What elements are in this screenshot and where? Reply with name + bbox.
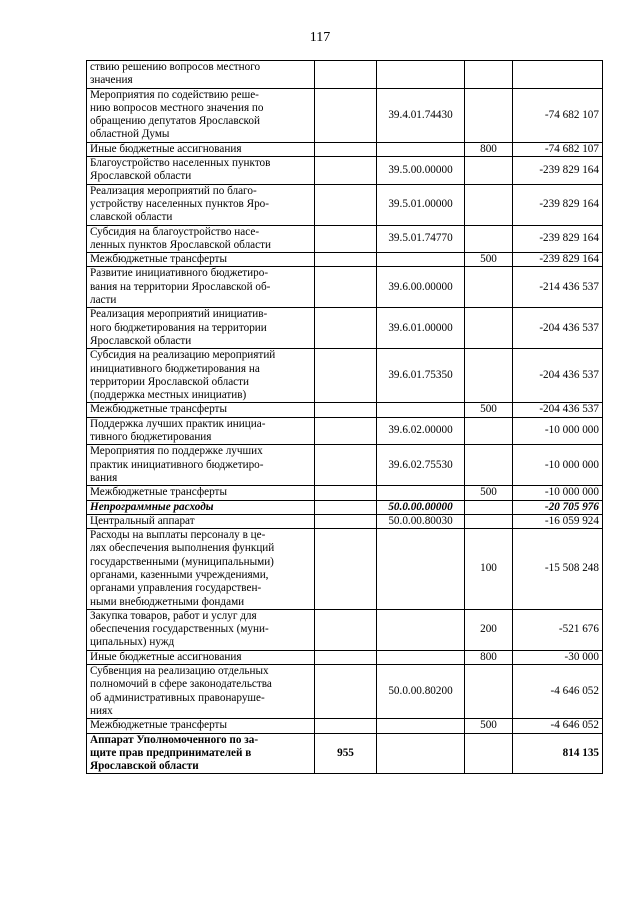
row-amount: -15 508 248 <box>513 529 603 610</box>
row-name <box>87 719 315 733</box>
row-department-code <box>315 417 377 445</box>
row-name-line: практик инициативного бюджетиро- <box>90 458 264 471</box>
row-department-code <box>315 609 377 650</box>
row-amount: 814 135 <box>513 733 603 774</box>
row-name-line: Ярославской области <box>90 170 192 183</box>
row-target-code: 39.5.00.00000 <box>377 157 465 185</box>
row-name <box>87 349 315 403</box>
row-name-line: Реализация мероприятий инициатив- <box>90 308 268 321</box>
row-name-line: Межбюджетные трансферты <box>90 486 227 499</box>
row-department-code <box>315 142 377 156</box>
row-name-line: Межбюджетные трансферты <box>90 253 227 266</box>
row-amount: -74 682 107 <box>513 142 603 156</box>
row-name-line: Субвенция на реализацию отдельных <box>90 665 269 678</box>
row-target-code: 50.0.00.00000 <box>377 500 465 514</box>
row-expense-type <box>465 88 513 142</box>
row-expense-type <box>465 514 513 528</box>
row-name <box>87 609 315 650</box>
row-amount: -239 829 164 <box>513 184 603 225</box>
row-name-line: Межбюджетные трансферты <box>90 403 227 416</box>
row-name-line: ниях <box>90 704 113 717</box>
row-expense-type: 500 <box>465 403 513 417</box>
row-amount: -204 436 537 <box>513 308 603 349</box>
table-row <box>87 349 603 403</box>
row-target-code <box>377 403 465 417</box>
row-name <box>87 403 315 417</box>
row-department-code <box>315 719 377 733</box>
row-amount: -10 000 000 <box>513 445 603 486</box>
row-name-line: щите прав предпринимателей в <box>90 746 252 759</box>
row-amount: -204 436 537 <box>513 403 603 417</box>
row-department-code <box>315 514 377 528</box>
table-row <box>87 142 603 156</box>
row-department-code <box>315 157 377 185</box>
row-name <box>87 486 315 500</box>
row-amount: -20 705 976 <box>513 500 603 514</box>
table-row <box>87 500 603 514</box>
row-name-line: вания <box>90 471 118 484</box>
row-name-line: Реализация мероприятий по благо- <box>90 184 257 197</box>
row-name <box>87 308 315 349</box>
row-expense-type: 500 <box>465 486 513 500</box>
row-target-code: 39.6.00.00000 <box>377 267 465 308</box>
row-name-line: значения <box>90 74 133 87</box>
row-expense-type: 500 <box>465 253 513 267</box>
table-row <box>87 88 603 142</box>
row-name-line: Иные бюджетные ассигнования <box>90 142 242 155</box>
row-name-line: Субсидия на благоустройство насе- <box>90 225 260 238</box>
row-target-code <box>377 61 465 89</box>
row-name-line: ствию решению вопросов местного <box>90 61 261 73</box>
row-target-code: 50.0.00.80200 <box>377 665 465 719</box>
row-name-line: Развитие инициативного бюджетиро- <box>90 267 269 280</box>
row-expense-type <box>465 445 513 486</box>
row-expense-type <box>465 157 513 185</box>
row-department-code <box>315 650 377 664</box>
row-expense-type <box>465 417 513 445</box>
row-amount <box>513 61 603 89</box>
row-department-code <box>315 184 377 225</box>
row-amount: -521 676 <box>513 609 603 650</box>
row-name-line: нию вопросов местного значения по <box>90 101 264 114</box>
row-expense-type <box>465 308 513 349</box>
row-expense-type <box>465 665 513 719</box>
row-expense-type: 200 <box>465 609 513 650</box>
table-row <box>87 719 603 733</box>
row-expense-type <box>465 500 513 514</box>
row-department-code <box>315 267 377 308</box>
row-name-line: Поддержка лучших практик инициа- <box>90 417 266 430</box>
row-amount: -4 646 052 <box>513 665 603 719</box>
row-name-line: Благоустройство населенных пунктов <box>90 157 271 170</box>
table-row <box>87 403 603 417</box>
table-row <box>87 184 603 225</box>
row-target-code: 50.0.00.80030 <box>377 514 465 528</box>
row-amount: -239 829 164 <box>513 253 603 267</box>
row-target-code: 39.6.01.75350 <box>377 349 465 403</box>
table-row <box>87 445 603 486</box>
row-department-code <box>315 403 377 417</box>
row-target-code: 39.5.01.74770 <box>377 225 465 253</box>
row-target-code: 39.6.02.00000 <box>377 417 465 445</box>
row-name-line: территории Ярославской области <box>90 375 249 388</box>
row-expense-type <box>465 349 513 403</box>
row-name <box>87 184 315 225</box>
row-expense-type: 800 <box>465 142 513 156</box>
row-target-code <box>377 719 465 733</box>
row-target-code <box>377 253 465 267</box>
row-amount: -239 829 164 <box>513 157 603 185</box>
row-name-line: ными внебюджетными фондами <box>90 595 245 608</box>
row-expense-type <box>465 61 513 89</box>
table-row <box>87 650 603 664</box>
row-target-code <box>377 142 465 156</box>
row-name <box>87 225 315 253</box>
row-department-code <box>315 88 377 142</box>
row-name-line: обращению депутатов Ярославской <box>90 115 260 128</box>
table-row <box>87 417 603 445</box>
row-name <box>87 733 315 774</box>
row-expense-type <box>465 733 513 774</box>
row-name-line: Ярославской области <box>90 334 192 347</box>
table-row <box>87 733 603 774</box>
row-name <box>87 88 315 142</box>
row-name-line: Аппарат Уполномоченного по за- <box>90 733 259 746</box>
table-row <box>87 514 603 528</box>
row-name-line: Закупка товаров, работ и услуг для <box>90 609 257 622</box>
row-name <box>87 514 315 528</box>
row-target-code <box>377 529 465 610</box>
row-name-line: обеспечения государственных (муни- <box>90 623 269 636</box>
row-name-line: славской области <box>90 211 173 224</box>
row-target-code: 39.6.02.75530 <box>377 445 465 486</box>
row-amount: -4 646 052 <box>513 719 603 733</box>
row-expense-type <box>465 267 513 308</box>
row-name-line: органами управления государствен- <box>90 582 262 595</box>
row-name <box>87 529 315 610</box>
row-amount: -239 829 164 <box>513 225 603 253</box>
row-amount: -16 059 924 <box>513 514 603 528</box>
row-department-code <box>315 308 377 349</box>
row-target-code <box>377 486 465 500</box>
row-name <box>87 253 315 267</box>
row-name <box>87 157 315 185</box>
row-name-line: ного бюджетирования на территории <box>90 321 267 334</box>
row-name-line: устройству населенных пунктов Яро- <box>90 197 269 210</box>
row-name-line: об административных правонаруше- <box>90 691 265 704</box>
table-row <box>87 308 603 349</box>
row-name <box>87 417 315 445</box>
row-amount: -204 436 537 <box>513 349 603 403</box>
row-name-line: Непрограммные расходы <box>90 500 214 513</box>
row-department-code <box>315 253 377 267</box>
row-amount: -30 000 <box>513 650 603 664</box>
row-name-line: лях обеспечения выполнения функций <box>90 542 275 555</box>
row-name-line: инициативного бюджетирования на <box>90 362 260 375</box>
row-name-line: Субсидия на реализацию мероприятий <box>90 349 276 362</box>
row-name-line: Расходы на выплаты персоналу в це- <box>90 529 266 542</box>
table-row <box>87 665 603 719</box>
row-name-line: областной Думы <box>90 128 170 141</box>
row-target-code <box>377 609 465 650</box>
row-name-line: ласти <box>90 294 117 307</box>
row-target-code <box>377 733 465 774</box>
row-department-code <box>315 500 377 514</box>
table-row <box>87 253 603 267</box>
row-expense-type: 500 <box>465 719 513 733</box>
row-name-line: тивного бюджетирования <box>90 431 212 444</box>
row-target-code: 39.4.01.74430 <box>377 88 465 142</box>
row-name-line: государственными (муниципальными) <box>90 555 274 568</box>
row-department-code <box>315 486 377 500</box>
row-expense-type: 100 <box>465 529 513 610</box>
row-name <box>87 267 315 308</box>
table-row <box>87 225 603 253</box>
row-amount: -74 682 107 <box>513 88 603 142</box>
row-name-line: (поддержка местных инициатив) <box>90 389 247 402</box>
row-name-line: Межбюджетные трансферты <box>90 719 227 732</box>
budget-table <box>86 60 603 774</box>
row-name-line: Ярославской области <box>90 760 199 773</box>
table-row <box>87 529 603 610</box>
row-name-line: вания на территории Ярославской об- <box>90 280 271 293</box>
row-name-line: Мероприятия по содействию реше- <box>90 88 259 101</box>
row-expense-type: 800 <box>465 650 513 664</box>
row-name-line: ципальных) нужд <box>90 636 175 649</box>
table-row <box>87 61 603 89</box>
row-target-code: 39.6.01.00000 <box>377 308 465 349</box>
row-name <box>87 142 315 156</box>
table-row <box>87 486 603 500</box>
row-amount: -10 000 000 <box>513 417 603 445</box>
row-name-line: полномочий в сфере законодательства <box>90 678 272 691</box>
row-department-code <box>315 665 377 719</box>
row-department-code <box>315 225 377 253</box>
row-target-code <box>377 650 465 664</box>
row-amount: -214 436 537 <box>513 267 603 308</box>
table-row <box>87 157 603 185</box>
budget-table-body <box>87 61 603 774</box>
row-amount: -10 000 000 <box>513 486 603 500</box>
row-department-code <box>315 61 377 89</box>
row-department-code: 955 <box>315 733 377 774</box>
row-name-line: Мероприятия по поддержке лучших <box>90 445 263 458</box>
table-row <box>87 609 603 650</box>
row-department-code <box>315 529 377 610</box>
row-target-code: 39.5.01.00000 <box>377 184 465 225</box>
row-name-line: органами, казенными учреждениями, <box>90 568 269 581</box>
table-row <box>87 267 603 308</box>
row-name <box>87 500 315 514</box>
row-name <box>87 665 315 719</box>
row-expense-type <box>465 184 513 225</box>
row-department-code <box>315 349 377 403</box>
page-number: 117 <box>309 30 331 45</box>
row-name <box>87 61 315 89</box>
row-department-code <box>315 445 377 486</box>
row-name-line: ленных пунктов Ярославской области <box>90 238 271 251</box>
row-expense-type <box>465 225 513 253</box>
row-name-line: Центральный аппарат <box>90 514 195 527</box>
row-name-line: Иные бюджетные ассигнования <box>90 650 242 663</box>
row-name <box>87 445 315 486</box>
row-name <box>87 650 315 664</box>
